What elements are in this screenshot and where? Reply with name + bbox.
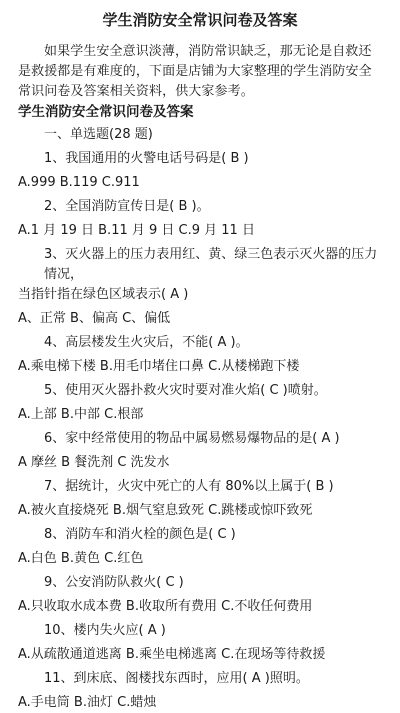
question-10: 10、楼内失火应( A ) (44, 623, 166, 638)
options-3: A、正常 B、偏高 C、偏低 (18, 311, 171, 326)
options-10: A.从疏散通道逃离 B.乘坐电梯逃离 C.在现场等待救援 (18, 647, 326, 662)
question-block-2 (18, 197, 382, 241)
question-block-3 (18, 245, 382, 329)
question-3 (18, 245, 382, 305)
document-title: 学生消防安全常识问卷及答案 (102, 11, 298, 29)
intro-paragraph: 如果学生安全意识淡薄，消防常识缺乏，那无论是自救还是救援都是有难度的，下面是店铺为大家整理的学生消防安全常识问卷及答案相关资料，供大家参考。 (18, 44, 372, 99)
question-block-5 (18, 381, 382, 425)
question-6: 6、家中经常使用的物品中属易燃易爆物品的是( A ) (44, 431, 340, 446)
question-9: 9、公安消防队救火( C ) (44, 575, 184, 590)
question-7: 7、据统计，火灾中死亡的人有 80%以上属于( B ) (44, 479, 334, 494)
options-6: A 摩丝 B 餐洗剂 C 洗发水 (18, 455, 170, 470)
options-2: A.1 月 19 日 B.11 月 9 日 C.9 月 11 日 (18, 223, 255, 238)
options-7: A.被火直接烧死 B.烟气窒息致死 C.跳楼或惊吓致死 (18, 503, 313, 518)
question-3-line-2: 当指针指在绿色区域表示( A ) (18, 287, 189, 302)
question-4: 4、高层楼发生火灾后，不能( A )。 (44, 335, 249, 350)
options-4: A.乘电梯下楼 B.用毛巾堵住口鼻 C.从楼梯跑下楼 (18, 359, 300, 374)
question-11: 11、到床底、阁楼找东西时，应用( A )照明。 (44, 671, 309, 686)
part-heading: 一、单选题(28 题) (44, 127, 153, 142)
question-2: 2、全国消防宣传日是( B )。 (44, 199, 210, 214)
options-1: A.999 B.119 C.911 (18, 175, 140, 190)
question-8: 8、消防车和消火栓的颜色是( C ) (44, 527, 236, 542)
question-5: 5、使用灭火器扑救火灾时要对准火焰( C )喷射。 (44, 383, 327, 398)
question-block-9 (18, 573, 382, 617)
section-title: 学生消防安全常识问卷及答案 (18, 104, 194, 120)
question-block-8 (18, 525, 382, 569)
question-1: 1、我国通用的火警电话号码是( B ) (44, 151, 249, 166)
question-block-1 (18, 149, 382, 193)
question-block-4 (18, 333, 382, 377)
question-block-6 (18, 429, 382, 473)
question-3-line-1: 3、灭火器上的压力表用红、黄、绿三色表示灭火器的压力情况， (44, 247, 378, 282)
question-block-11 (18, 669, 382, 713)
options-9: A.只收取水成本费 B.收取所有费用 C.不收任何费用 (18, 599, 313, 614)
question-block-7 (18, 477, 382, 521)
question-block-10 (18, 621, 382, 665)
options-5: A.上部 B.中部 C.根部 (18, 407, 144, 422)
options-11: A.手电筒 B.油灯 C.蜡烛 (18, 695, 157, 710)
options-8: A.白色 B.黄色 C.红色 (18, 551, 144, 566)
